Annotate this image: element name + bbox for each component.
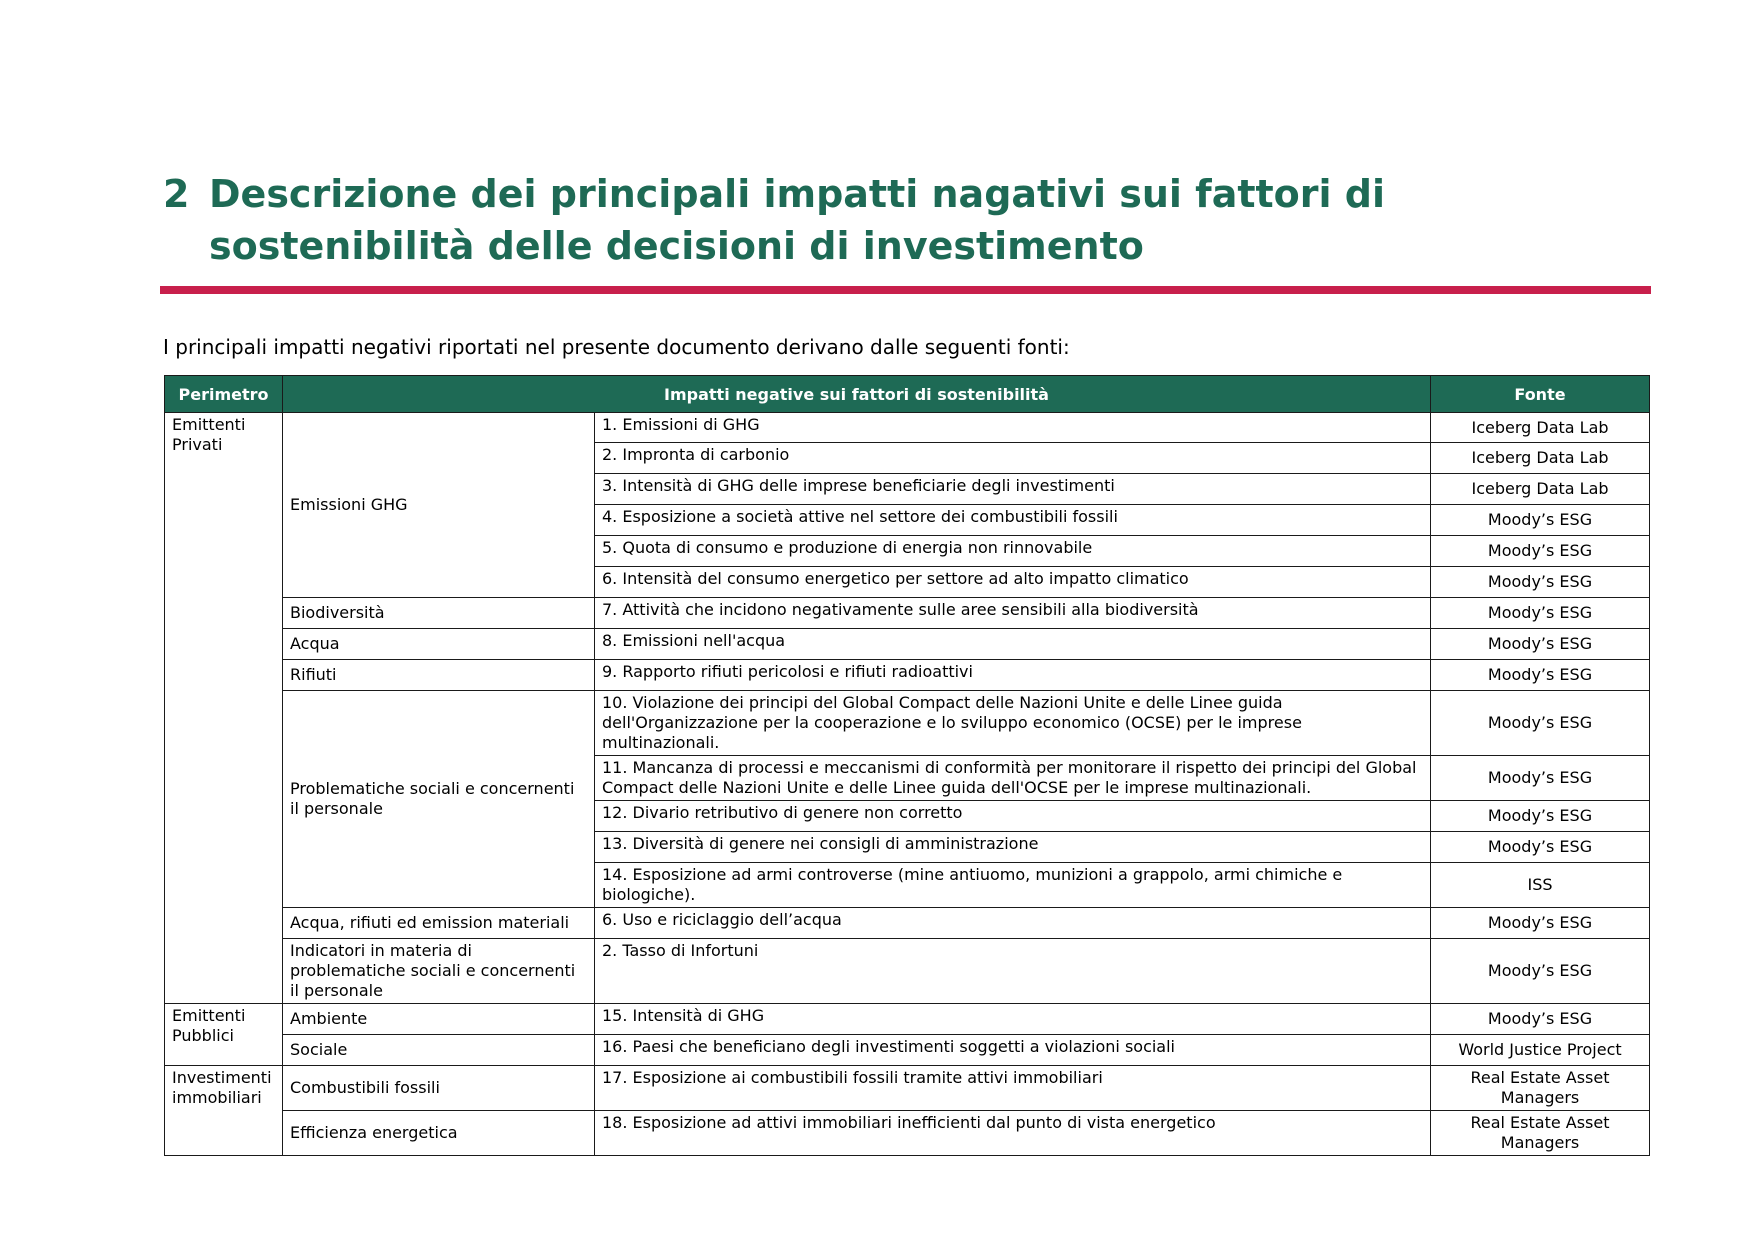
indicator-cell: 5. Quota di consumo e produzione di energia non rinnovabile: [595, 536, 1431, 567]
indicator-cell: 14. Esposizione ad armi controverse (mine antiuomo, munizioni a grappolo, armi chimiche e biologiche).: [595, 863, 1431, 908]
source-cell: Iceberg Data Lab: [1431, 474, 1650, 505]
source-cell: Real Estate Asset Managers: [1431, 1066, 1650, 1111]
category-cell: Sociale: [283, 1035, 595, 1066]
source-cell: Moody’s ESG: [1431, 536, 1650, 567]
indicator-cell: 2. Impronta di carbonio: [595, 443, 1431, 474]
source-cell: Moody’s ESG: [1431, 505, 1650, 536]
header-fonte: Fonte: [1431, 376, 1650, 413]
table-row: [165, 629, 1650, 660]
category-cell: Biodiversità: [283, 598, 595, 629]
perimeter-cell: Investimenti immobiliari: [165, 1066, 283, 1156]
indicator-cell: 7. Attività che incidono negativamente sulle aree sensibili alla biodiversità: [595, 598, 1431, 629]
indicator-cell: 13. Diversità di genere nei consigli di amministrazione: [595, 832, 1431, 863]
source-cell: Moody’s ESG: [1431, 567, 1650, 598]
indicator-cell: 10. Violazione dei principi del Global Compact delle Nazioni Unite e delle Linee guida dell'Organizzazione per la cooperazione e lo sviluppo economico (OCSE) per le imprese multinazionali.: [595, 691, 1431, 756]
indicator-cell: 17. Esposizione ai combustibili fossili tramite attivi immobiliari: [595, 1066, 1431, 1111]
indicator-cell: 6. Uso e riciclaggio dell’acqua: [595, 908, 1431, 939]
source-cell: Moody’s ESG: [1431, 939, 1650, 1004]
section-title: Descrizione dei principali impatti nagativi sui fattori di sostenibilità delle decisioni di investimento: [209, 172, 1386, 268]
heading-divider: [160, 286, 1651, 294]
category-cell: Ambiente: [283, 1004, 595, 1035]
indicator-cell: 18. Esposizione ad attivi immobiliari inefficienti dal punto di vista energetico: [595, 1111, 1431, 1156]
indicator-cell: 12. Divario retributivo di genere non corretto: [595, 801, 1431, 832]
source-cell: Moody’s ESG: [1431, 832, 1650, 863]
source-cell: Moody’s ESG: [1431, 598, 1650, 629]
category-cell: Emissioni GHG: [283, 413, 595, 598]
table-row: [165, 1004, 1650, 1035]
source-cell: World Justice Project: [1431, 1035, 1650, 1066]
indicator-cell: 9. Rapporto rifiuti pericolosi e rifiuti radioattivi: [595, 660, 1431, 691]
header-perimetro: Perimetro: [165, 376, 283, 413]
category-cell: Rifiuti: [283, 660, 595, 691]
indicator-cell: 2. Tasso di Infortuni: [595, 939, 1431, 1004]
source-cell: Moody’s ESG: [1431, 691, 1650, 756]
table-row: [165, 939, 1650, 1004]
table-row: [165, 413, 1650, 443]
category-cell: Acqua, rifiuti ed emission materiali: [283, 908, 595, 939]
pai-sources-table: [164, 375, 1650, 1156]
indicator-cell: 3. Intensità di GHG delle imprese beneficiarie degli investimenti: [595, 474, 1431, 505]
perimeter-cell: Emittenti Privati: [165, 413, 283, 1004]
table-row: [165, 1035, 1650, 1066]
perimeter-cell: Emittenti Pubblici: [165, 1004, 283, 1066]
source-cell: Moody’s ESG: [1431, 629, 1650, 660]
section-number: 2: [163, 172, 190, 216]
source-cell: Moody’s ESG: [1431, 908, 1650, 939]
category-cell: Efficienza energetica: [283, 1111, 595, 1156]
table-row: [165, 1066, 1650, 1111]
intro-paragraph: I principali impatti negativi riportati nel presente documento derivano dalle seguenti fonti:: [163, 335, 1070, 359]
source-cell: Moody’s ESG: [1431, 660, 1650, 691]
table-row: [165, 908, 1650, 939]
indicator-cell: 1. Emissioni di GHG: [595, 413, 1431, 443]
category-cell: Acqua: [283, 629, 595, 660]
category-cell: Indicatori in materia di problematiche sociali e concernenti il personale: [283, 939, 595, 1004]
indicator-cell: 11. Mancanza di processi e meccanismi di conformità per monitorare il rispetto dei principi del Global Compact delle Nazioni Unite e delle Linee guida dell'OCSE per le imprese multinazionali.: [595, 756, 1431, 801]
indicator-cell: 16. Paesi che beneficiano degli investimenti soggetti a violazioni sociali: [595, 1035, 1431, 1066]
source-cell: Iceberg Data Lab: [1431, 443, 1650, 474]
indicator-cell: 15. Intensità di GHG: [595, 1004, 1431, 1035]
table-header-row: [165, 376, 1650, 413]
indicator-cell: 8. Emissioni nell'acqua: [595, 629, 1431, 660]
table-row: [165, 660, 1650, 691]
source-cell: Moody’s ESG: [1431, 756, 1650, 801]
source-cell: Moody’s ESG: [1431, 801, 1650, 832]
header-impatti: Impatti negative sui fattori di sostenibilità: [283, 376, 1431, 413]
table-row: [165, 691, 1650, 756]
source-cell: Real Estate Asset Managers: [1431, 1111, 1650, 1156]
source-cell: Iceberg Data Lab: [1431, 413, 1650, 443]
indicator-cell: 6. Intensità del consumo energetico per settore ad alto impatto climatico: [595, 567, 1431, 598]
table-row: [165, 598, 1650, 629]
table-row: [165, 1111, 1650, 1156]
indicator-cell: 4. Esposizione a società attive nel settore dei combustibili fossili: [595, 505, 1431, 536]
category-cell: Problematiche sociali e concernenti il personale: [283, 691, 595, 908]
category-cell: Combustibili fossili: [283, 1066, 595, 1111]
source-cell: ISS: [1431, 863, 1650, 908]
source-cell: Moody’s ESG: [1431, 1004, 1650, 1035]
